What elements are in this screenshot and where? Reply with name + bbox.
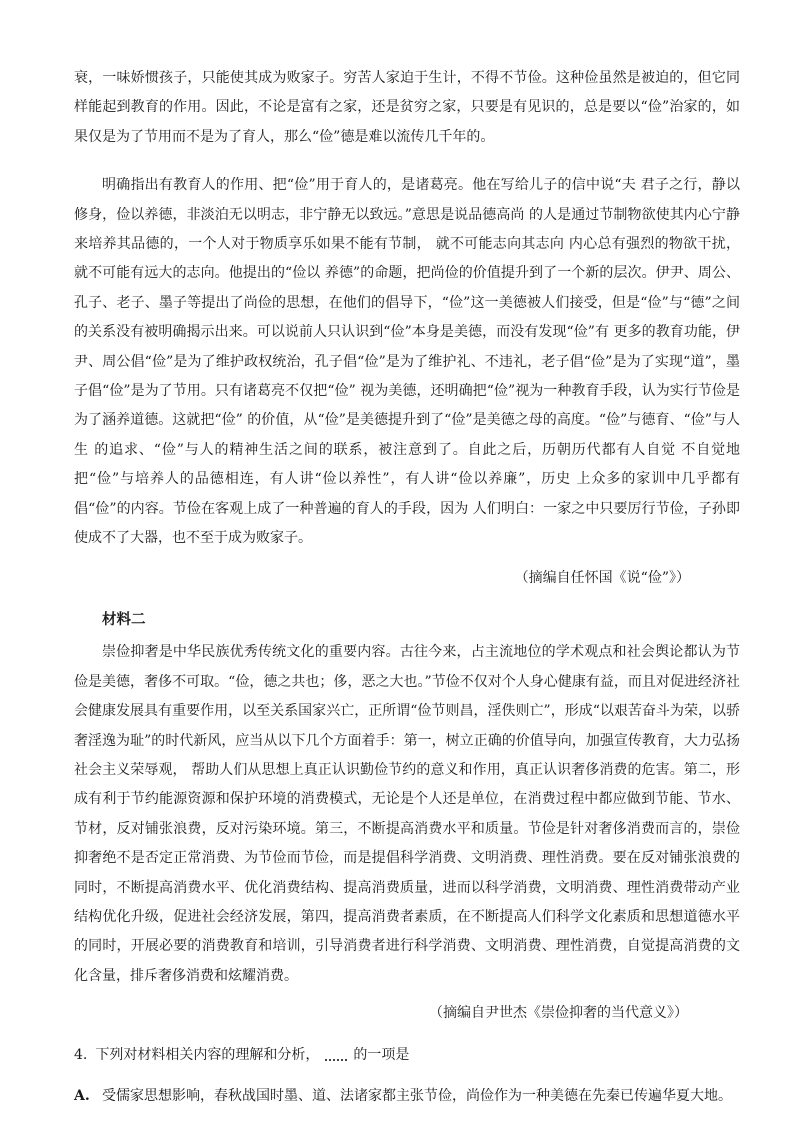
question-text-before: 下列对材料相关内容的理解和分析，: [95, 1046, 320, 1063]
document-page: [74, 64, 740, 1111]
question-stem: [74, 1041, 740, 1070]
question-text-after: 的一项是: [353, 1046, 410, 1063]
question-number: 4.: [74, 1046, 88, 1063]
material1-paragraph: 明确指出有教育人的作用、把“俭”用于育人的，是诸葛亮。他在写给儿子的信中说“夫 君子之行，静以修身，俭以养德，非淡泊无以明志，非宁静无以致远。”意思是说品德高尚 的人是通过节制物欲使其内心宁静来培养其品德的，一个人对于物质享乐如果不能有节制， 就不可能志向其志向 内心总有强烈的物欲干扰，就不可能有远大的志向。他提出的“俭以 养德”的命题，把尚俭的价值提升到了一个新的层次。伊尹、周公、孔子、老子、墨子等提出了尚俭的思想，在他们的倡导下，“俭”这一美德被人们接受，但是“俭”与“德”之间 的关系没有被明确揭示出来。可以说前人只认识到“俭”本身是美德，而没有发现“俭”有 更多的教育功能，伊尹、周公倡“俭”是为了维护政权统治，孔子倡“俭”是为了维护礼、不违礼，老子倡“俭”是为了实现“道”，墨子倡“俭”是为了节用。只有诸葛亮不仅把“俭” 视为美德，还明确把“俭”视为一种教育手段，认为实行节俭是为了涵养道德。这就把“俭” 的价值，从“俭”是美德提升到了“俭”是美德之母的高度。“俭”与德育、“俭”与人生 的追求、“俭”与人的精神生活之间的联系，被注意到了。自此之后，历朝历代都有人自觉 不自觉地把“俭”与培养人的品德相连，有人讲“俭以养性”，有人讲“俭以养廉”，历史 上众多的家训中几乎都有倡“俭”的内容。节俭在客观上成了一种普遍的育人的手段，因为 人们明白：一家之中只要厉行节俭，子孙即使成不了大器，也不至于成为败家子。: [74, 177, 740, 547]
material2-paragraph: 崇俭抑奢是中华民族优秀传统文化的重要内容。古往今来，占主流地位的学术观点和社会舆论都认为节俭是美德，奢侈不可取。“俭，德之共也；侈，恶之大也。”节俭不仅对个人身心健康有益，而且对促进经济社会健康发展具有重要作用，以至关系国家兴亡，正所谓“俭节则昌，淫佚则亡”，形成“以艰苦奋斗为荣，以骄奢淫逸为耻”的时代新风，应当从以下几个方面着手：第一，树立正确的价值导向，加强宣传教育，大力弘扬社会主义荣辱观， 帮助人们从思想上真正认识勤俭节约的意义和作用，真正认识奢侈消费的危害。第二，形成有利于节约能源资源和保护环境的消费模式，无论是个人还是单位，在消费过程中都应做到节能、节水、节材，反对铺张浪费，反对污染环境。第三，不断提高消费水平和质量。节俭是针对奢侈消费而言的，崇俭抑奢绝不是否定正常消费、为节俭而节俭，而是提倡科学消费、文明消费、理性消费。要在反对铺张浪费的同时，不断提高消费水平、优化消费结构、提高消费质量，进而以科学消费，文明消费、理性消费带动产业结构优化升级，促进社会经济发展，第四，提高消费者素质，在不断提高人们科学文化素质和思想道德水平的同时，开展必要的消费教育和培训，引导消费者进行科学消费、文明消费、理性消费，自觉提高消费的文化含量，排斥奢侈消费和炫耀消费。: [74, 644, 740, 984]
option-text: 受儒家思想影响，春秋战国时墨、道、法诸家都主张节俭，尚俭作为一种美德在先秦已传遍华夏大地。: [102, 1088, 732, 1104]
material1-source: （摘编自任怀国《说“俭”》）: [514, 569, 690, 586]
option-letter: A.: [74, 1088, 90, 1104]
material1-continuation: 衰，一味娇惯孩子，只能使其成为败家子。穷苦人家迫于生计，不得不节俭。这种俭虽然是被迫的，但它同样能起到教育的作用。因此，不论是富有之家，还是贫穷之家，只要是有见识的，总是要以“俭”治家的，如果仅是为了节用而不是为了育人，那么“俭”德是难以流传几千年的。: [74, 70, 740, 145]
option-a: [74, 1082, 740, 1111]
material2-source: （摘编自尹世杰《崇俭抑奢的当代意义》）: [429, 1005, 688, 1022]
material2-heading: 材料二: [102, 610, 146, 628]
